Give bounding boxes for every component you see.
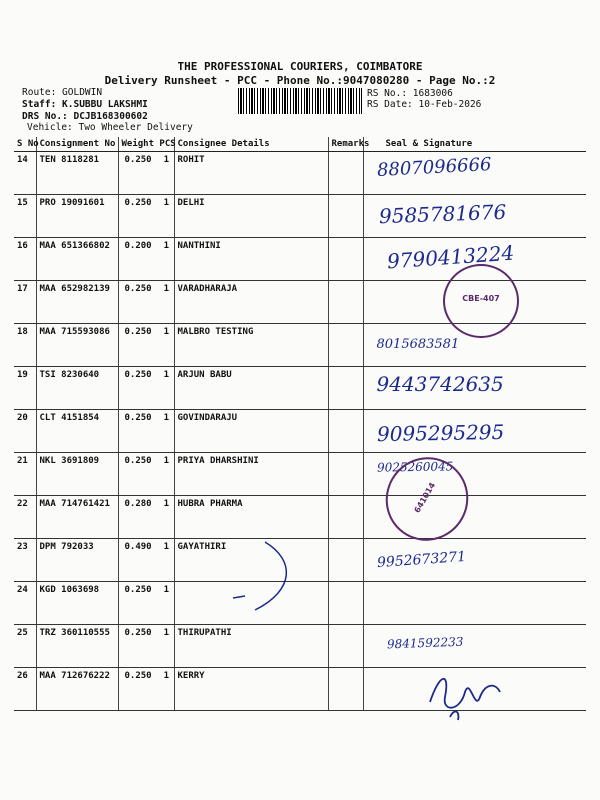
stamp-code-2: 641014 [412, 481, 438, 515]
cell-sno: 26 [14, 668, 36, 711]
route-label: Route: GOLDWIN [22, 87, 103, 98]
cell-consignment: TSI 8230640 [36, 367, 118, 410]
stamp-code: CBE-407 [462, 294, 500, 303]
pcs-value: 1 [163, 499, 170, 509]
cell-consignee: NANTHINI [174, 238, 328, 281]
document-title: THE PROFESSIONAL COURIERS, COIMBATORE [177, 60, 423, 73]
cell-sno: 22 [14, 496, 36, 539]
cell-consignment: MAA 715593086 [36, 324, 118, 367]
rs-number: RS No.: 1683006 [367, 88, 453, 99]
col-header-weight-pcs: Weight PCS [118, 137, 174, 152]
cell-consignment: KGD 1063698 [36, 582, 118, 625]
cell-sno: 25 [14, 625, 36, 668]
cell-signature [363, 410, 586, 453]
table-header-row [14, 137, 586, 152]
cell-weight-pcs [118, 324, 174, 367]
table-row [14, 453, 586, 496]
cell-consignment: NKL 3691809 [36, 453, 118, 496]
cell-sno: 15 [14, 195, 36, 238]
col-header-consignment: Consignment No [36, 137, 118, 152]
cell-weight-pcs [118, 582, 174, 625]
cell-consignment: MAA 712676222 [36, 668, 118, 711]
cell-remarks [328, 410, 363, 453]
cell-remarks [328, 281, 363, 324]
pcs-value: 1 [163, 542, 170, 552]
cell-signature [363, 195, 586, 238]
table-row [14, 195, 586, 238]
cell-remarks [328, 195, 363, 238]
cell-weight-pcs [118, 238, 174, 281]
cell-weight-pcs [118, 625, 174, 668]
cell-sno: 24 [14, 582, 36, 625]
col-header-remarks: Remarks [328, 137, 363, 152]
pcs-value: 1 [163, 413, 170, 423]
handwritten-phone: 9841592233 [386, 634, 464, 652]
pcs-value: 1 [163, 198, 170, 208]
cell-signature [363, 152, 586, 195]
table-row [14, 152, 586, 195]
handwritten-phone: 9790413224 [385, 240, 515, 274]
company-seal-stamp [443, 264, 519, 338]
cell-consignee: DELHI [174, 195, 328, 238]
staff-label: Staff: K.SUBBU LAKSHMI [22, 99, 148, 110]
cell-weight-pcs [118, 539, 174, 582]
pcs-value: 1 [163, 284, 170, 294]
cell-remarks [328, 453, 363, 496]
cell-sno: 17 [14, 281, 36, 324]
drs-label: DRS No.: DCJB168300602 [22, 111, 148, 122]
weight-value: 0.250 [124, 413, 152, 423]
cell-remarks [328, 496, 363, 539]
handwritten-phone: 9095295295 [376, 419, 504, 447]
cell-consignee: GOVINDARAJU [174, 410, 328, 453]
cell-signature [363, 582, 586, 625]
cell-consignee: ROHIT [174, 152, 328, 195]
cell-consignment: MAA 651366802 [36, 238, 118, 281]
weight-value: 0.490 [124, 542, 152, 552]
cell-weight-pcs [118, 410, 174, 453]
weight-value: 0.250 [124, 327, 152, 337]
weight-value: 0.250 [124, 585, 152, 595]
cell-remarks [328, 668, 363, 711]
weight-value: 0.250 [124, 671, 152, 681]
barcode [238, 88, 362, 114]
handwritten-phone: 8807096666 [376, 154, 492, 181]
cell-consignee: THIRUPATHI [174, 625, 328, 668]
handwritten-phone: 9952673271 [376, 548, 467, 572]
cell-consignment: MAA 714761421 [36, 496, 118, 539]
cell-sno: 20 [14, 410, 36, 453]
weight-value: 0.250 [124, 456, 152, 466]
cell-remarks [328, 324, 363, 367]
cell-weight-pcs [118, 195, 174, 238]
cell-consignee: MALBRO TESTING [174, 324, 328, 367]
cell-weight-pcs [118, 668, 174, 711]
pcs-value: 1 [163, 671, 170, 681]
pcs-value: 1 [163, 327, 170, 337]
cell-sno: 16 [14, 238, 36, 281]
rs-date: RS Date: 10-Feb-2026 [367, 99, 482, 110]
table-row [14, 410, 586, 453]
col-header-consignee: Consignee Details [174, 137, 328, 152]
weight-value: 0.250 [124, 284, 152, 294]
signature-scribble [420, 662, 510, 722]
cell-consignee: ARJUN BABU [174, 367, 328, 410]
pcs-value: 1 [163, 628, 170, 638]
col-header-sno: S No [14, 137, 36, 152]
cell-consignee: KERRY [174, 668, 328, 711]
cell-weight-pcs [118, 453, 174, 496]
cell-consignee: HUBRA PHARMA [174, 496, 328, 539]
pcs-value: 1 [163, 370, 170, 380]
weight-value: 0.250 [124, 198, 152, 208]
pcs-value: 1 [163, 456, 170, 466]
col-header-seal: Seal & Signature [363, 137, 586, 152]
cell-consignee: VARADHARAJA [174, 281, 328, 324]
cell-signature [363, 539, 586, 582]
cell-remarks [328, 582, 363, 625]
cell-consignment: DPM 792033 [36, 539, 118, 582]
cell-weight-pcs [118, 367, 174, 410]
handwritten-phone: 9443742635 [376, 372, 504, 396]
handwritten-phone: 9025260045 [376, 459, 453, 475]
cell-consignment: TEN 8118281 [36, 152, 118, 195]
cell-consignment: TRZ 360110555 [36, 625, 118, 668]
cell-remarks [328, 367, 363, 410]
cell-consignment: CLT 4151854 [36, 410, 118, 453]
pcs-value: 1 [163, 585, 170, 595]
cell-consignment: PRO 19091601 [36, 195, 118, 238]
weight-value: 0.280 [124, 499, 152, 509]
cell-remarks [328, 238, 363, 281]
handwritten-mark [225, 540, 305, 620]
cell-sno: 21 [14, 453, 36, 496]
table-row [14, 367, 586, 410]
weight-value: 0.200 [124, 241, 152, 251]
cell-remarks [328, 539, 363, 582]
runsheet-table [14, 137, 586, 711]
cell-weight-pcs [118, 496, 174, 539]
cell-sno: 19 [14, 367, 36, 410]
cell-sno: 23 [14, 539, 36, 582]
cell-weight-pcs [118, 281, 174, 324]
pcs-value: 1 [163, 155, 170, 165]
table-row [14, 496, 586, 539]
cell-signature [363, 367, 586, 410]
handwritten-phone: 9585781676 [378, 199, 507, 229]
weight-value: 0.250 [124, 155, 152, 165]
weight-value: 0.250 [124, 370, 152, 380]
cell-weight-pcs [118, 152, 174, 195]
cell-consignee: PRIYA DHARSHINI [174, 453, 328, 496]
cell-remarks [328, 625, 363, 668]
cell-sno: 18 [14, 324, 36, 367]
handwritten-phone: 8015683581 [376, 337, 460, 352]
cell-remarks [328, 152, 363, 195]
cell-consignment: MAA 652982139 [36, 281, 118, 324]
cell-sno: 14 [14, 152, 36, 195]
document-subtitle: Delivery Runsheet - PCC - Phone No.:9047080280 - Page No.:2 [104, 74, 496, 87]
cell-consignee: GAYATHIRI [174, 539, 328, 582]
vehicle-label: Vehicle: Two Wheeler Delivery [27, 122, 193, 133]
weight-value: 0.250 [124, 628, 152, 638]
pcs-value: 1 [163, 241, 170, 251]
